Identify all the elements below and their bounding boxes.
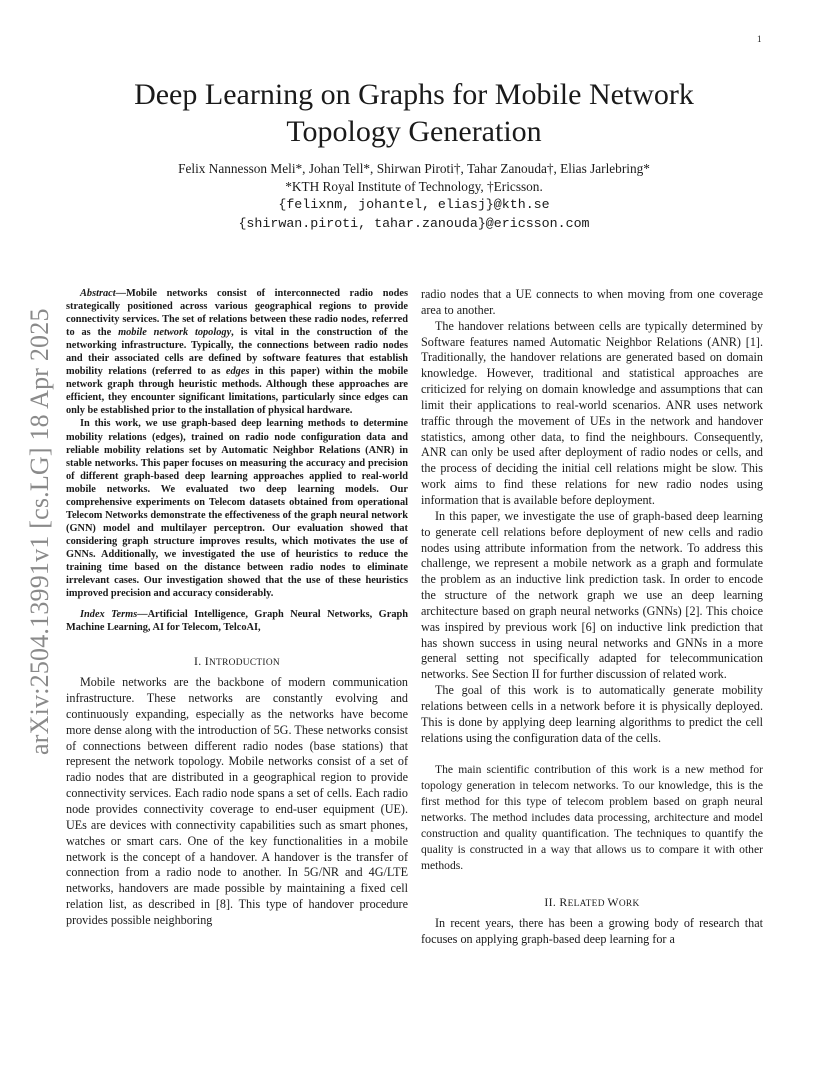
section-heading-introduction bbox=[66, 654, 408, 669]
index-terms-text: —Artificial Intelligence, Graph Neural Networks, Graph Machine Learning, AI for Telecom, TelcoAI, bbox=[66, 609, 408, 634]
email-line-1: {felixnm, johantel, eliasj}@kth.se bbox=[278, 197, 550, 212]
section-title-rest: ORK bbox=[618, 899, 640, 910]
right-column bbox=[421, 287, 763, 948]
right-paragraph-3: The goal of this work is to automatically generate mobility relations between cells in a network before it is physically deployed. This is done by applying deep learning algorithms to predict the cell relations using the configuration data of the cells. bbox=[421, 683, 763, 745]
arxiv-stamp: arXiv:2504.13991v1 [cs.LG] 18 Apr 2025 bbox=[25, 308, 54, 755]
index-terms-label: Index Terms bbox=[80, 609, 138, 621]
abstract-emphasis: edges bbox=[225, 366, 250, 378]
author-list: Felix Nannesson Meli*, Johan Tell*, Shirwan Piroti†, Tahar Zanouda†, Elias Jarlebring* bbox=[178, 161, 650, 176]
abstract-text: , is vital in the construction of the networking infrastructure. Typically, the connections between radio nodes and their associated cells are defined by software features that establish mobility relations (referred to as bbox=[66, 327, 408, 378]
abstract-paragraph-1 bbox=[66, 287, 408, 417]
section-title-initial: I bbox=[204, 654, 209, 669]
right-paragraph-2: In this paper, we investigate the use of graph-based deep learning to generate cell relations before deployment of new cells and radio nodes using attribute information from the network. To address this challenge, we represent a mobile network as a graph and formulate the problem as an inductive link prediction task. In order to encode the structure of the network graph we use an deep learning architecture based on graph neural networks (GNNs) [2]. This choice was inspired by previous work [6] on inductive link prediction that has shown success in using neural networks and GNNs in a more general setting not specifically adapted for telecommunication networks. See Section II for further discussion of related work. bbox=[421, 508, 763, 682]
abstract bbox=[66, 287, 408, 634]
left-column bbox=[66, 287, 408, 929]
abstract-paragraph-2: In this work, we use graph-based deep learning methods to determine mobility relations (edges), trained on radio node configuration data and reliable mobility relations set by Automatic Neighbor Relations (ANR) in stable networks. This paper focuses on measuring the accuracy and precision of different graph-based deep learning approaches applied to real-world mobile networks. We evaluated two deep learning models. Our comprehensive experiments on Telecom datasets obtained from operational Telecom Networks demonstrate the effectiveness of the graph neural network (GNN) model and multilayer perceptron. Our evaluation showed that considering graph structure improves results, which motivates the use of GNNs. Additionally, we investigated the use of heuristics to reduce the training time based on the distance between radio nodes to eliminate irrelevant cases. Our investigation showed that the use of these heuristics improved precision and accuracy considerably. bbox=[66, 418, 408, 600]
right-paragraph-4: The main scientific contribution of this work is a new method for topology generation in telecom networks. To our knowledge, this is the first method for this type of telecom problem based on graph neural networks. The method includes data processing, architecture and model construction and quality quantification. The techniques to quantify the quality is constructed in a way that allows us to compare it with other methods. bbox=[421, 763, 763, 872]
section-title-rest: NTRODUCTION bbox=[208, 658, 280, 669]
right-paragraph-0: radio nodes that a UE connects to when moving from one coverage area to another. bbox=[421, 287, 763, 317]
right-paragraph-1: The handover relations between cells are typically determined by Software features named Automatic Neighbor Relations (ANR) [1]. Traditionally, the handover relations are generated based on domain knowledge. However, traditional and statistical approaches are criticized for relying on domain knowledge and assumptions that can limit their applications to real-world scenarios. ANR uses network traffic through the movement of UEs in the network and handover statistics, among other data, to find the neighbours. Consequently, ANR can only be used after deployment of radio nodes or cells, and the process of deciding the initial cell relations might be slow. This work aims to find these relations for new radio nodes using information that is available before deployment. bbox=[421, 318, 763, 507]
section-title-initial: R bbox=[559, 895, 568, 910]
title-line-1: Deep Learning on Graphs for Mobile Network bbox=[134, 78, 694, 111]
section-numeral: I. bbox=[194, 654, 205, 669]
section-title-rest: ELATED bbox=[567, 899, 608, 910]
abstract-emphasis: mobile network topology bbox=[118, 327, 232, 339]
section-title-initial: W bbox=[607, 895, 619, 910]
affiliations: *KTH Royal Institute of Technology, †Ericsson. bbox=[285, 179, 543, 194]
introduction-paragraph-1: Mobile networks are the backbone of modern communication infrastructure. These networks are constantly evolving and continuously expanding, especially as the networks have become more dense along with the introduction of 5G. These networks consist of connections between different radio nodes (base stations) that represent the network topology. Mobile networks consist of a set of radio nodes that are distributed in a geographical region to provide connectivity services. Each radio node spans a set of cells. Each radio node provides connectivity coverage to end-user equipment (UE). UEs are devices with connectivity capabilities such as smart phones, watches or smart cars. One of the key functionalities in a mobile network is the concept of a handover. A handover is the transfer of connection from a radio node to another. In 5G/NR and 4G/LTE networks, handovers are made possible by maintaining a fixed cell relation list, as described in [8]. This type of handover procedure provides possible neighboring bbox=[66, 675, 408, 927]
section-numeral: II. bbox=[544, 895, 560, 910]
related-work-paragraph-1: In recent years, there has been a growing body of research that focuses on applying graph-based deep learning for a bbox=[421, 916, 763, 947]
email-line-2: {shirwan.piroti, tahar.zanouda}@ericsson.com bbox=[238, 216, 590, 231]
page-number: 1 bbox=[757, 34, 762, 44]
abstract-text: in this paper) within the mobile network graph through heuristic methods. Although these approaches are efficient, they encounter significant limitations, particularly since edges can only be established prior to the installation of physical hardware. bbox=[66, 366, 408, 417]
index-terms bbox=[66, 608, 408, 634]
paper-title bbox=[60, 76, 768, 150]
title-line-2: Topology Generation bbox=[286, 115, 542, 148]
abstract-text: —Mobile networks consist of interconnected radio nodes strategically positioned across various geographical regions to provide connectivity services. The set of relations between these radio nodes, referred to as the bbox=[66, 288, 408, 339]
abstract-label: Abstract bbox=[80, 288, 116, 299]
section-heading-related-work bbox=[421, 895, 763, 910]
